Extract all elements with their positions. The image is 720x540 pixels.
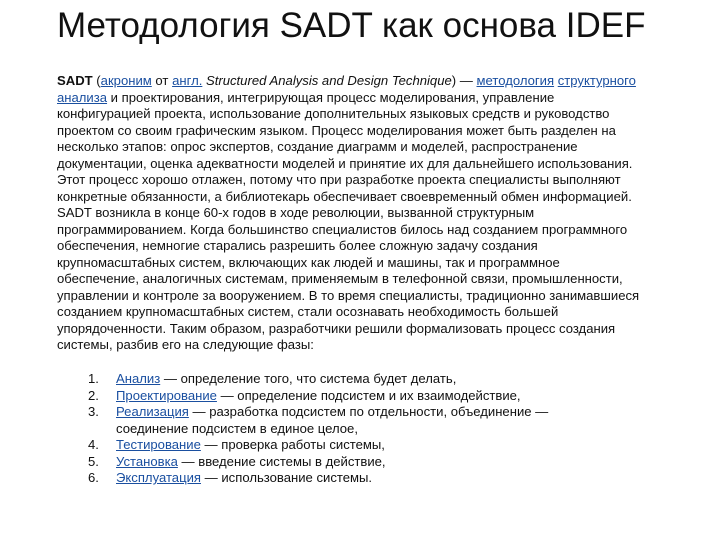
paragraph-line-15: созданием крупномасштабных систем, стали осознавать необходимость большей [57, 304, 559, 319]
english-term: Structured Analysis and Design Technique [202, 73, 452, 88]
paragraph-line-6: документации, оценка адекватности моделей и принятие их для дальнейшего использования. [57, 155, 633, 171]
list-text [116, 437, 698, 454]
list-item [78, 404, 698, 421]
paragraph-line-14: управлении и контроле за вооружением. В то время специалисты, традиционно занимавшиеся [57, 287, 640, 303]
link-phase-ekspluataciya[interactable]: Эксплуатация [116, 470, 201, 485]
link-phase-analiz[interactable]: Анализ [116, 371, 161, 386]
paragraph-line-12: крупномасштабных систем, включающих как людей и машины, так и программное [57, 254, 560, 270]
paragraph-line-10: программированием. Когда большинство специалистов билось над созданием программного [57, 221, 628, 237]
link-angl[interactable]: англ. [172, 73, 203, 88]
paragraph-line-4: проектом со своим графическим языком. Процесс моделирования может быть разделен на [57, 122, 616, 138]
link-metodologiya[interactable]: методология [476, 73, 555, 88]
list-text [116, 404, 698, 421]
sadt-description-paragraph [57, 73, 687, 354]
paragraph-line-1 [57, 73, 687, 90]
list-number: 3. [88, 404, 99, 419]
slide-title: Методология SADT как основа IDEF [57, 6, 646, 45]
link-analiza[interactable]: анализа [57, 89, 108, 105]
link-phase-realizaciya[interactable]: Реализация [116, 404, 189, 419]
paragraph-line-16: упорядоченности. Таким образом, разработчики решили формализовать процесс создания [57, 320, 616, 336]
list-item [78, 371, 698, 388]
text-fragment: и проектирования, интегрирующая процесс моделирования, управление [107, 89, 555, 105]
text-fragment: ( [92, 73, 101, 88]
list-item [78, 470, 698, 487]
text-fragment: ) — [451, 73, 477, 88]
text-fragment: от [151, 73, 173, 88]
paragraph-line-7: Этот процесс хорошо отлажен, потому что при разработке проекта специалисты выполняют [57, 172, 621, 187]
list-text [116, 371, 698, 388]
list-number: 5. [88, 453, 99, 469]
paragraph-line-9: SADT возникла в конце 60-х годов в ходе революции, вызванной структурным [57, 205, 535, 220]
paragraph-line-3: конфигурацией проекта, использование дополнительных языковых средств и руководство [57, 106, 610, 121]
link-phase-ustanovka[interactable]: Установка [116, 453, 178, 469]
paragraph-line-5: несколько этапов: опрос экспертов, создание диаграмм и моделей, распространение [57, 139, 578, 154]
list-item [78, 388, 698, 405]
paragraph-line-13: обеспечение, аналогичных системам, применяемым в телефонной связи, промышленности, [57, 271, 623, 286]
paragraph-line-11: обеспечения, немногие старались разрешить более сложную задачу создания [57, 238, 538, 253]
list-item [78, 454, 698, 471]
paragraph-line-17: системы, разбив его на следующие фазы: [57, 337, 314, 352]
list-text [116, 388, 698, 405]
list-text [116, 454, 698, 471]
sadt-term: SADT [57, 73, 93, 88]
list-item [78, 437, 698, 454]
phase-description: — проверка работы системы, [200, 437, 385, 452]
link-phase-proektirovanie[interactable]: Проектирование [116, 387, 217, 403]
link-phase-testirovanie[interactable]: Тестирование [116, 437, 201, 452]
phase-description: — использование системы. [201, 470, 373, 485]
paragraph-line-2 [57, 90, 687, 107]
paragraph-line-8: конкретные обязанности, а библиотекарь обеспечивает своевременный обмен информацией. [57, 188, 632, 204]
link-strukturnogo[interactable]: структурного [557, 73, 636, 88]
list-text [116, 470, 698, 487]
list-number: 4. [88, 437, 99, 452]
phase-description: — введение системы в действие, [177, 453, 386, 469]
phase-description: — определение того, что система будет делать, [160, 371, 457, 386]
link-akronim[interactable]: акроним [100, 73, 152, 88]
list-item-continuation: соединение подсистем в единое целое, [116, 420, 358, 436]
list-number: 1. [88, 371, 99, 386]
phase-description: — разработка подсистем по отдельности, объединение — [188, 404, 549, 419]
phases-list [78, 371, 698, 487]
phase-description: — определение подсистем и их взаимодействие, [216, 387, 521, 403]
list-number: 6. [88, 470, 99, 485]
list-number: 2. [88, 387, 99, 403]
